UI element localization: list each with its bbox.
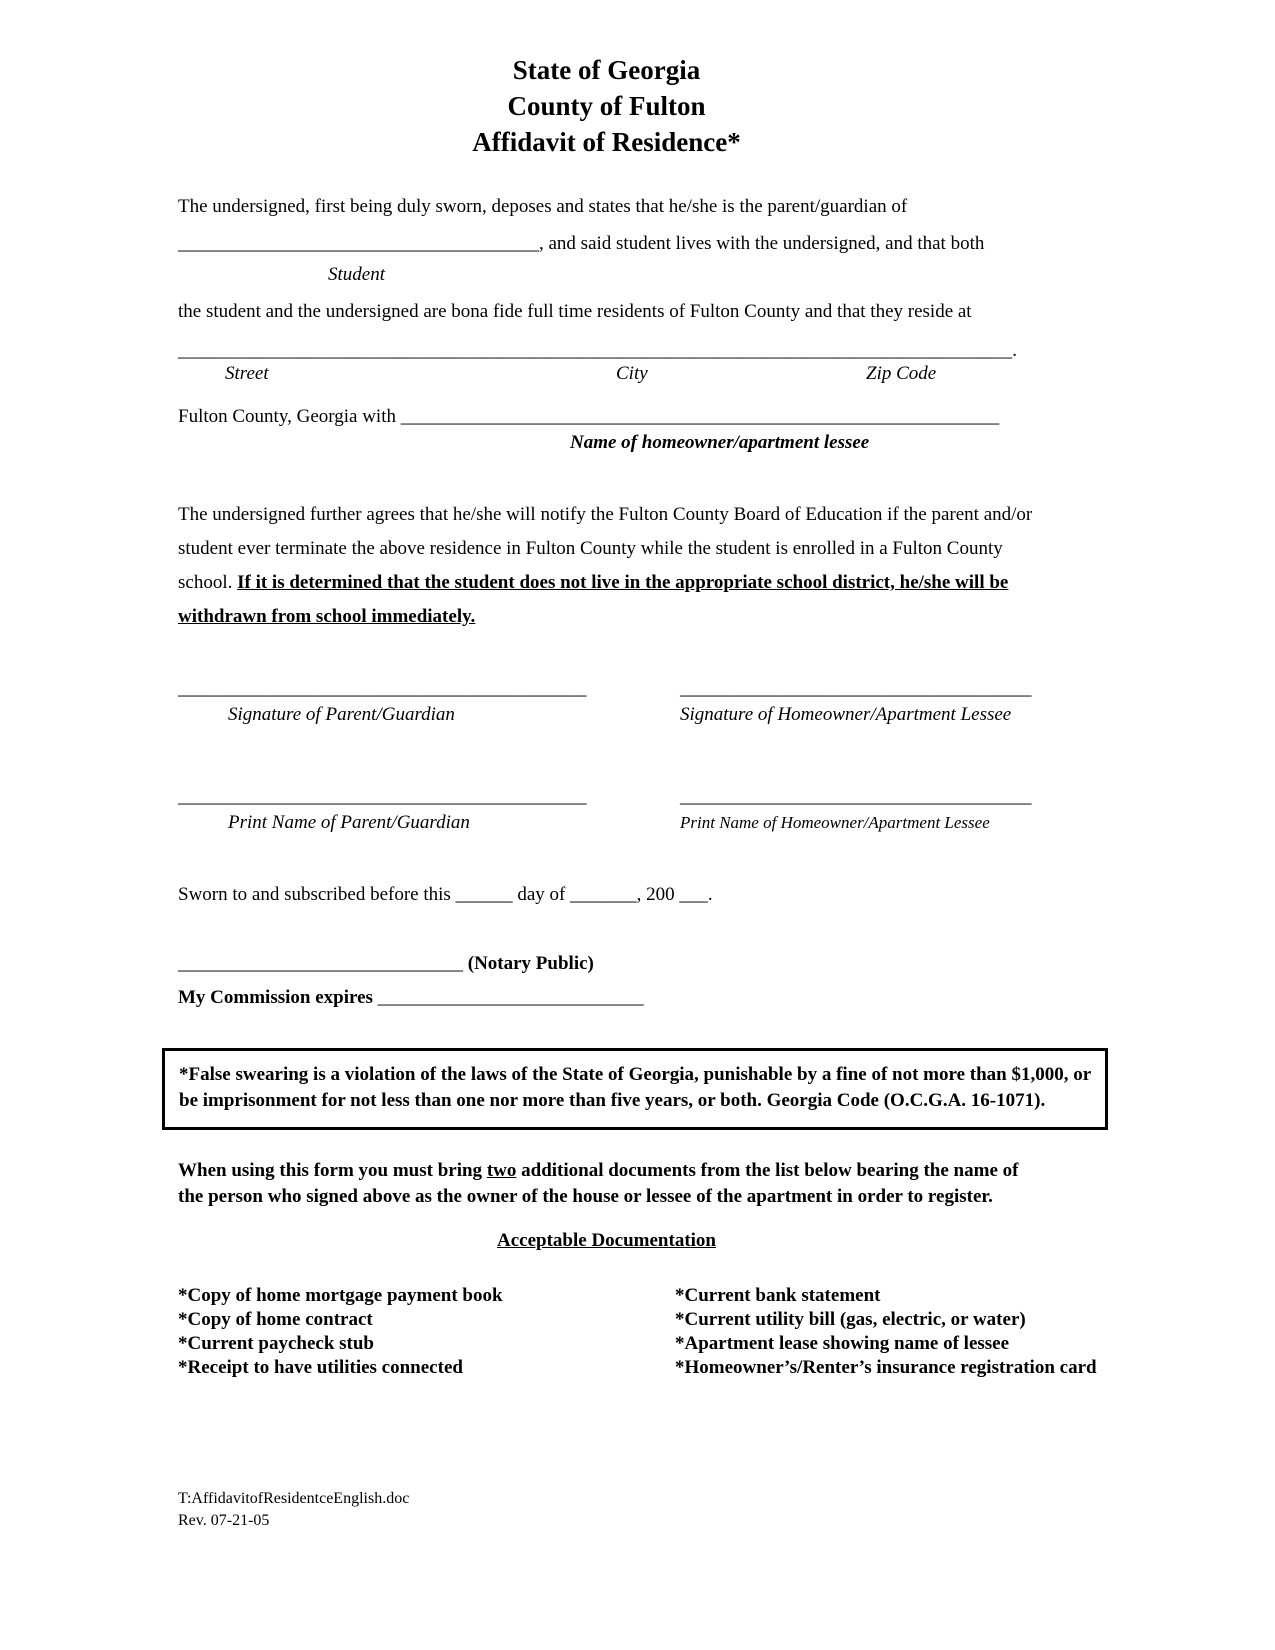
fulton-county-line (178, 404, 1035, 430)
sworn-year-text: , 200 (636, 884, 680, 905)
homeowner-name-blank: _______________________________________________________________ (400, 406, 1000, 427)
student-name-blank: ______________________________________ (178, 233, 539, 254)
sworn-statement-line (178, 882, 1035, 908)
notary-public-label: (Notary Public) (463, 953, 594, 974)
notary-signature-blank: ______________________________ (178, 953, 463, 974)
street-label: Street (225, 363, 269, 384)
agreement-paragraph (178, 498, 1035, 634)
title-line-affidavit: Affidavit of Residence* (472, 127, 741, 157)
commission-line (178, 984, 1035, 1011)
sworn-month-blank: _______ (570, 884, 637, 905)
residents-paragraph: the student and the undersigned are bona fide full time residents of Fulton County and that they reside at (178, 301, 972, 322)
sworn-dayof-text: day of (512, 884, 571, 905)
opening-text-line1: The undersigned, first being duly sworn, deposes and states that he/she is the parent/guardian of (178, 196, 908, 217)
commission-date-blank: ____________________________ (377, 987, 644, 1008)
student-blank-label: Student (328, 264, 385, 285)
print-name-blank-row (178, 784, 1035, 809)
parent-print-name-blank: ___________________________________________ (178, 786, 587, 807)
title-line-state: State of Georgia (512, 55, 701, 85)
signature-blank-row (178, 676, 1035, 701)
list-item: *Copy of home mortgage payment book (178, 1285, 503, 1306)
documents-list-left (178, 1284, 675, 1380)
false-swearing-warning-box (162, 1048, 1108, 1130)
address-blank-line: ______________________________________________________________________________________. (178, 340, 1018, 361)
document-footer (178, 1488, 1035, 1532)
title-line-county: County of Fulton (507, 91, 706, 121)
withdrawal-warning-text: If it is determined that the student does not live in the appropriate school district, he/she will be withdrawn from school immediately. (178, 572, 1009, 627)
acceptable-documentation-heading: Acceptable Documentation (497, 1230, 716, 1251)
notary-line (178, 950, 1035, 977)
homeowner-print-name-blank: _____________________________________ (680, 786, 1032, 807)
homeowner-blank-label: Name of homeowner/apartment lessee (570, 432, 870, 453)
city-label: City (616, 363, 648, 384)
homeowner-signature-blank: _____________________________________ (680, 678, 1032, 699)
parent-signature-label: Signature of Parent/Guardian (228, 704, 455, 725)
bring-text-pre: When using this form you must bring (178, 1160, 487, 1181)
opening-paragraph (178, 188, 1035, 262)
sworn-day-blank: ______ (455, 884, 513, 905)
sworn-text: Sworn to and subscribed before this (178, 884, 456, 905)
list-item: *Receipt to have utilities connected (178, 1357, 463, 1378)
zip-code-label: Zip Code (866, 363, 937, 384)
list-item: *Current bank statement (675, 1285, 881, 1306)
sworn-year-blank: ___ (679, 884, 708, 905)
bring-text-post: additional documents from the list below bearing the name of the person who signed above as the owner of the house or lessee of the apartment in order to register. (178, 1160, 1019, 1207)
documents-list-right (675, 1284, 1097, 1380)
list-item: *Homeowner’s/Renter’s insurance registration card (675, 1357, 1097, 1378)
list-item: *Apartment lease showing name of lessee (675, 1333, 1010, 1354)
homeowner-print-name-label: Print Name of Homeowner/Apartment Lessee (680, 813, 990, 832)
parent-print-name-label: Print Name of Parent/Guardian (228, 812, 470, 833)
opening-text-line2: , and said student lives with the undersigned, and that both (539, 233, 985, 254)
print-name-label-row (178, 809, 1035, 837)
sworn-period: . (707, 884, 713, 905)
false-swearing-warning-text: *False swearing is a violation of the laws of the State of Georgia, punishable by a fine of not more than $1,000, or be imprisonment for not less than one nor more than five years, or both. Georgia Code (O.C.G.A. 16-1071). (179, 1064, 1091, 1111)
list-item: *Current paycheck stub (178, 1333, 374, 1354)
list-item: *Current utility bill (gas, electric, or water) (675, 1309, 1026, 1330)
acceptable-documents-lists (178, 1284, 1097, 1380)
footer-filename: T:AffidavitofResidentceEnglish.doc (178, 1490, 410, 1507)
signature-label-row (178, 701, 1035, 729)
footer-revision-date: Rev. 07-21-05 (178, 1512, 270, 1529)
additional-documents-paragraph (178, 1158, 1038, 1210)
list-item: *Copy of home contract (178, 1309, 373, 1330)
fulton-county-text: Fulton County, Georgia with (178, 406, 401, 427)
homeowner-signature-label: Signature of Homeowner/Apartment Lessee (680, 704, 1012, 725)
agreement-text: The undersigned further agrees that he/she will notify the Fulton County Board of Education if the parent and/or student ever terminate the above residence in Fulton County while the student is enrolled in a Fulton County school. (178, 504, 1033, 593)
address-field-labels (178, 363, 1035, 388)
document-title (178, 52, 1035, 160)
parent-signature-blank: ___________________________________________ (178, 678, 587, 699)
bring-two-underlined: two (486, 1160, 517, 1181)
commission-expires-label: My Commission expires (178, 987, 378, 1008)
